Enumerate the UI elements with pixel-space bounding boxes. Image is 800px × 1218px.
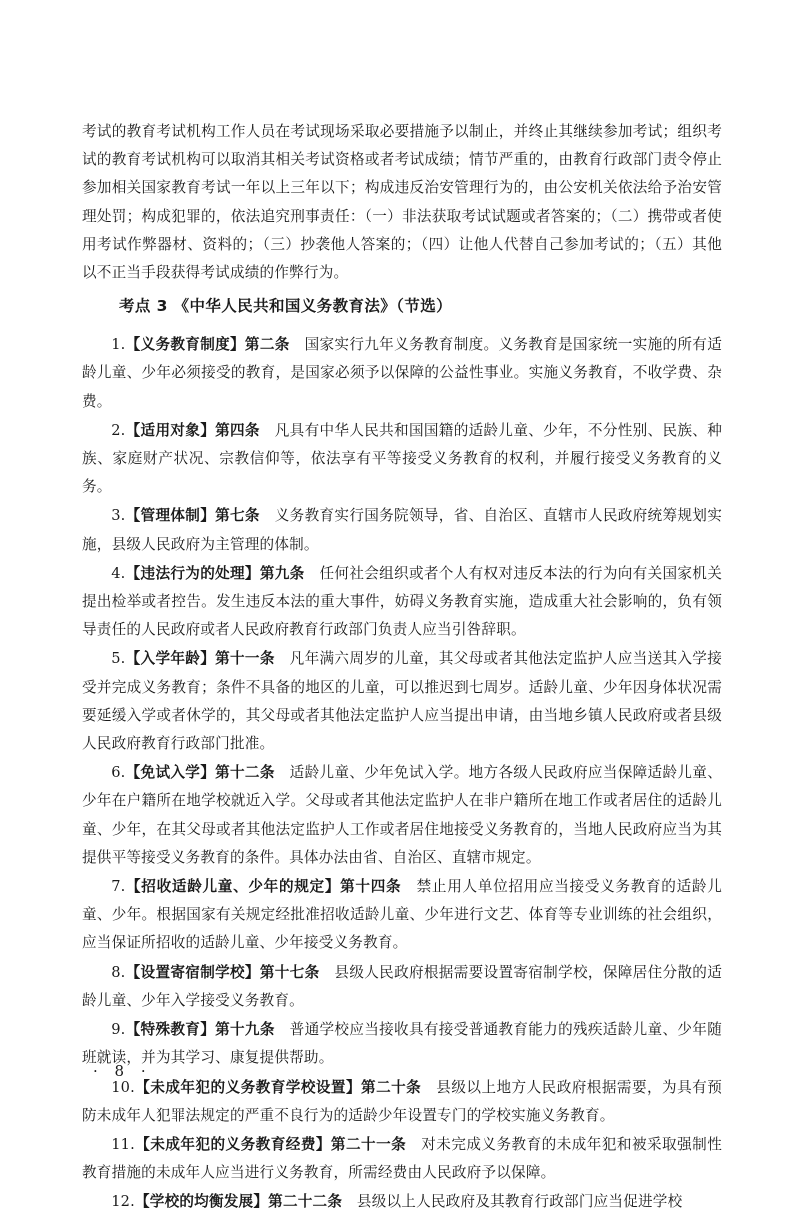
article-item [82, 873, 722, 958]
article-number: 4. [111, 564, 126, 582]
page-number: · 8 · [93, 1062, 152, 1080]
article-number: 11. [111, 1135, 135, 1153]
article-item [82, 1131, 722, 1187]
article-number: 10. [111, 1078, 135, 1096]
article-item [82, 560, 722, 645]
article-text: 适龄儿童、少年免试入学。地方各级人民政府应当保障适龄儿童、少年在户籍所在地学校就近入学。父母或者其他法定监护人在非户籍所在地工作或者居住的适龄儿童、少年，在其父母或者其他法定监护人工作或者居住地接受义务教育的，当地人民政府应当为其提供平等接受义务教育的条件。具体办法由省、自治区、直辖市规定。 [82, 764, 722, 866]
article-item [82, 331, 722, 416]
article-number: 12. [111, 1193, 135, 1211]
article-item [82, 1016, 722, 1072]
article-number: 2. [111, 421, 126, 439]
article-heading: 【未成年犯的义务教育学校设置】第二十条 [135, 1078, 422, 1096]
article-text: 任何社会组织或者个人有权对违反本法的行为向有关国家机关提出检举或者控告。发生违反本法的重大事件，妨碍义务教育实施，造成重大社会影响的，负有领导责任的人民政府或者人民政府教育行政部门负责人应当引咎辞职。 [82, 564, 723, 639]
article-heading: 【违法行为的处理】第九条 [125, 564, 305, 582]
article-number: 9. [111, 1021, 126, 1039]
article-item [82, 645, 722, 758]
article-heading: 【义务教育制度】第二条 [125, 336, 290, 354]
article-text: 对未完成义务教育的未成年犯和被采取强制性教育措施的未成年人应当进行义务教育，所需经费由人民政府予以保障。 [82, 1135, 722, 1182]
article-item [82, 1074, 722, 1130]
article-heading: 【入学年龄】第十一条 [125, 650, 275, 668]
article-text: 凡具有中华人民共和国国籍的适龄儿童、少年，不分性别、民族、种族、家庭财产状况、宗教信仰等，依法享有平等接受义务教育的权利，并履行接受义务教育的义务。 [82, 421, 722, 496]
intro-paragraph: 考试的教育考试机构工作人员在考试现场采取必要措施予以制止，并终止其继续参加考试；组织考试的教育考试机构可以取消其相关考试资格或者考试成绩；情节严重的，由教育行政部门责令停止参加相关国家教育考试一年以上三年以下；构成违反治安管理行为的，由公安机关依法给予治安管理处罚；构成犯罪的，依法追究刑事责任：（一）非法获取考试试题或者答案的；（二）携带或者使用考试作弊器材、资料的；（三）抄袭他人答案的；（四）让他人代替自己参加考试的；（五）其他以不正当手段获得考试成绩的作弊行为。 [82, 123, 722, 282]
section-title: 考点 3 《中华人民共和国义务教育法》（节选） [119, 297, 453, 316]
article-number: 6. [111, 764, 126, 782]
article-number: 8. [111, 963, 126, 981]
article-heading: 【适用对象】第四条 [125, 421, 260, 439]
article-text: 普通学校应当接收具有接受普通教育能力的残疾适龄儿童、少年随班就读，并为其学习、康复提供帮助。 [82, 1021, 722, 1067]
article-heading: 【设置寄宿制学校】第十七条 [125, 963, 320, 981]
article-number: 5. [111, 650, 126, 668]
article-item [82, 502, 722, 558]
article-list [82, 331, 722, 1216]
article-text: 县级以上地方人民政府根据需要，为具有预防未成年人犯罪法规定的严重不良行为的适龄少年设置专门的学校实施义务教育。 [82, 1078, 723, 1124]
article-item [82, 959, 722, 1015]
article-heading: 【免试入学】第十二条 [125, 764, 275, 782]
article-item [82, 417, 722, 502]
article-text: 义务教育实行国务院领导，省、自治区、直辖市人民政府统筹规划实施，县级人民政府为主管理的体制。 [82, 507, 722, 553]
article-number: 1. [111, 336, 126, 354]
article-text: 县级以上人民政府及其教育行政部门应当促进学校 [356, 1193, 683, 1211]
article-heading: 【特殊教育】第十九条 [125, 1021, 275, 1039]
article-number: 7. [111, 878, 126, 896]
article-heading: 【管理体制】第七条 [125, 507, 260, 525]
article-text: 禁止用人单位招用应当接受义务教育的适龄儿童、少年。根据国家有关规定经批准招收适龄儿童、少年进行文艺、体育等专业训练的社会组织，应当保证所招收的适龄儿童、少年接受义务教育。 [82, 878, 722, 952]
article-heading: 【学校的均衡发展】第二十二条 [135, 1193, 343, 1211]
article-item [82, 759, 722, 872]
article-text: 国家实行九年义务教育制度。义务教育是国家统一实施的所有适龄儿童、少年必须接受的教育，是国家必须予以保障的公益性事业。实施义务教育，不收学费、杂费。 [82, 336, 723, 410]
article-heading: 【招收适龄儿童、少年的规定】第十四条 [125, 878, 402, 896]
article-heading: 【未成年犯的义务教育经费】第二十一条 [135, 1135, 407, 1153]
article-item [82, 1188, 722, 1216]
document-body [82, 118, 722, 1218]
article-text: 凡年满六周岁的儿童，其父母或者其他法定监护人应当送其入学接受并完成义务教育；条件不具备的地区的儿童，可以推迟到七周岁。适龄儿童、少年因身体状况需要延缓入学或者休学的，其父母或者其他法定监护人应当提出申请，由当地乡镇人民政府或者县级人民政府教育行政部门批准。 [82, 650, 722, 753]
article-number: 3. [111, 507, 126, 525]
article-text: 县级人民政府根据需要设置寄宿制学校，保障居住分散的适龄儿童、少年入学接受义务教育。 [82, 963, 723, 1009]
